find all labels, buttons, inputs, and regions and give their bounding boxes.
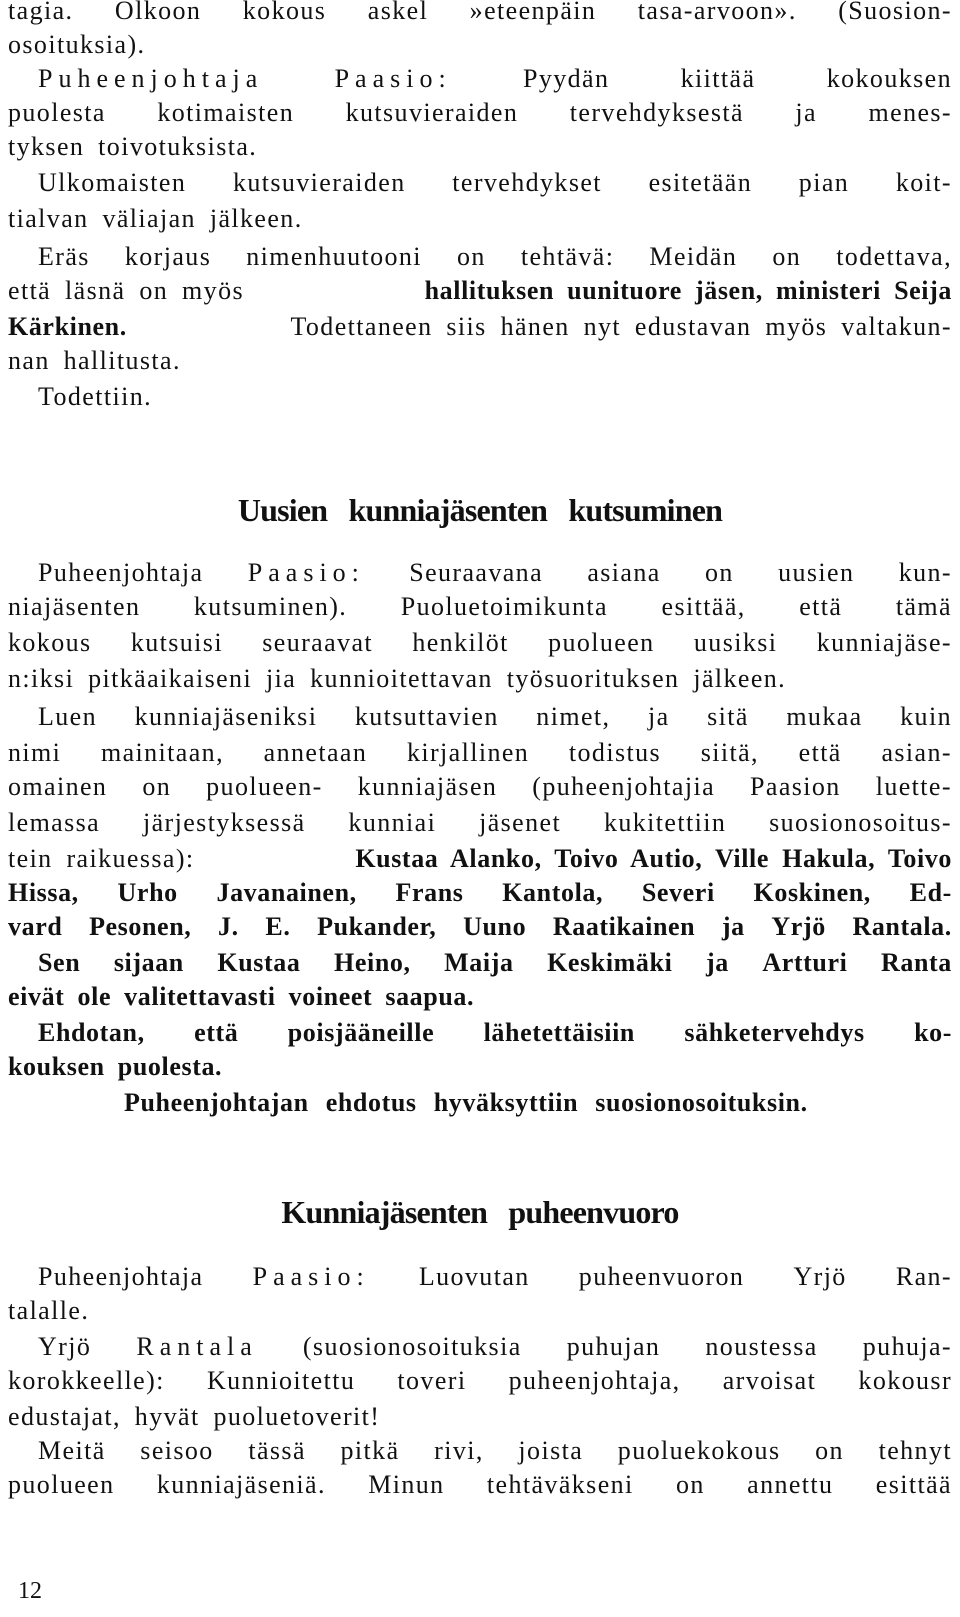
text-line: niajäsenten kutsuminen). Puoluetoimikunta esittää, että tämä: [8, 592, 952, 621]
text-line: korokkeelle): Kunnioitettu toveri puheenjohtaja, arvoisat kokousr: [8, 1366, 952, 1395]
speaker-name: Paasio:: [334, 64, 452, 93]
bold-text: Kustaa Alanko, Toivo Autio, Ville Hakula, Toivo: [355, 844, 952, 873]
text-line: omainen on puolueen- kunniajäsen (puheenjohtajia Paasion luette-: [8, 772, 952, 801]
text-line: edustajat, hyvät puoluetoverit!: [8, 1402, 381, 1431]
text-line: kokous kutsuisi seuraavat henkilöt puolueen uusiksi kunniajäse-: [8, 628, 952, 657]
text-line: Meitä seisoo tässä pitkä rivi, joista puoluekokous on tehnyt: [38, 1436, 952, 1465]
section-heading: Uusien kunniajäsenten kutsuminen: [237, 492, 723, 528]
speaker-name: Paasio:: [252, 1262, 370, 1291]
text-line: n:iksi pitkäaikaiseni jia kunnioitettavan työsuorituksen jälkeen.: [8, 664, 787, 693]
text-line: tein raikuessa): Kustaa Alanko, Toivo Autio, Ville Hakula, Toivo: [8, 842, 952, 876]
section-heading: Kunniajäsenten puheenvuoro: [281, 1194, 679, 1230]
text-line: Sen sijaan Kustaa Heino, Maija Keskimäki ja Artturi Ranta: [38, 948, 952, 977]
text-line: Hissa, Urho Javanainen, Frans Kantola, Severi Koskinen, Ed-: [8, 878, 952, 907]
text-line: Puheenjohtaja Paasio: Luovutan puheenvuoron Yrjö Ran-: [38, 1260, 952, 1294]
text-line: lemassa järjestyksessä kunniai jäsenet kukitettiin suosionosoitus-: [8, 808, 952, 837]
text-line: tyksen toivotuksista.: [8, 132, 258, 161]
text-line: Puheenjohtaja Paasio: Pyydän kiittää kokouksen: [38, 62, 952, 96]
text-line: Ulkomaisten kutsuvieraiden tervehdykset esitetään pian koit-: [38, 168, 952, 197]
text-line: että läsnä on myös hallituksen uunituore jäsen, ministeri Seija: [8, 274, 952, 308]
text-line: Yrjö Rantala (suosionosoituksia puhujan noustessa puhuja-: [38, 1330, 952, 1364]
bold-text: hallituksen uunituore jäsen, ministeri Seija: [424, 276, 952, 305]
text-line: tagia. Olkoon kokous askel »eteenpäin tasa-arvoon». (Suosion-: [8, 0, 952, 25]
text-line: talalle.: [8, 1296, 90, 1325]
speaker-name: Puheenjohtaja: [38, 1262, 204, 1291]
text-line: kouksen puolesta.: [8, 1052, 223, 1081]
text-line: osoituksia).: [8, 30, 146, 59]
text-line: Kärkinen. Todettaneen siis hänen nyt edustavan myös valtakun-: [8, 310, 952, 344]
page-number: 12: [18, 1578, 42, 1604]
speaker-name: Puheenjohtaja: [38, 64, 264, 93]
speaker-name: Paasio:: [247, 558, 365, 587]
speaker-name: Yrjö: [38, 1332, 92, 1361]
bold-text: Kärkinen.: [8, 312, 127, 341]
text-line: Eräs korjaus nimenhuutooni on tehtävä: Meidän on todettava,: [38, 242, 952, 271]
text-line: Luen kunniajäseniksi kutsuttavien nimet, ja sitä mukaa kuin: [38, 702, 952, 731]
text-line: Puheenjohtaja Paasio: Seuraavana asiana on uusien kun-: [38, 556, 952, 590]
text-line: tialvan väliajan jälkeen.: [8, 204, 303, 233]
text-line: puolesta kotimaisten kutsuvieraiden tervehdyksestä ja menes-: [8, 98, 952, 127]
speaker-name: Puheenjohtaja: [38, 558, 204, 587]
text-line: Ehdotan, että poisjääneille lähetettäisiin sähketervehdys ko-: [38, 1018, 952, 1047]
text-line: nimi mainitaan, annetaan kirjallinen todistus siitä, että asian-: [8, 738, 952, 767]
text-line: eivät ole valitettavasti voineet saapua.: [8, 982, 475, 1011]
text-line: vard Pesonen, J. E. Pukander, Uuno Raatikainen ja Yrjö Rantala.: [8, 912, 952, 941]
text-line: nan hallitusta.: [8, 346, 181, 375]
text-line: Todettiin.: [38, 382, 153, 411]
text-line: Puheenjohtajan ehdotus hyväksyttiin suosionosoituksin.: [124, 1088, 808, 1117]
speaker-name: Rantala: [136, 1332, 258, 1361]
text-line: puolueen kunniajäseniä. Minun tehtäväkseni on annettu esittää: [8, 1470, 952, 1499]
